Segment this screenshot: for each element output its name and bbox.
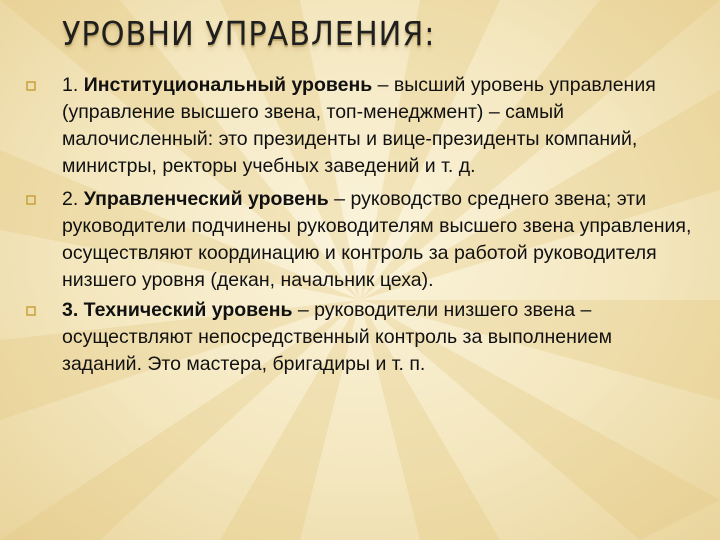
bullet-item	[26, 297, 696, 378]
bullet-lead: 1.	[62, 74, 84, 96]
bullet-text: – руководители низшего звена – осуществляют непосредственный контроль за выполнением заданий. Это мастера, бригадиры и т. п.	[62, 299, 612, 375]
bullet-list	[26, 72, 696, 378]
bullet-term: Институциональный уровень	[83, 74, 373, 96]
bullet-item	[26, 72, 696, 180]
bullet-item	[26, 186, 696, 294]
bullet-term: 3. Технический уровень	[62, 299, 293, 321]
bullet-square-icon	[26, 306, 36, 316]
bullet-square-icon	[26, 195, 36, 205]
bullet-term: Управленческий уровень	[83, 188, 329, 210]
bullet-text: – руководство среднего звена; эти руководители подчинены руководителям высшего звена управления, осуществляют координацию и контроль за работой руководителя низшего уровня (декан, начальник цеха).	[62, 188, 692, 291]
bullet-lead: 2.	[62, 188, 84, 210]
bullet-text: – высший уровень управления (управление высшего звена, топ-менеджмент) – самый малочисленный: это президенты и вице-президенты компаний, министры, ректоры учебных заведений и т. д.	[62, 74, 656, 177]
bullet-square-icon	[26, 81, 36, 91]
slide-title: УРОВНИ УПРАВЛЕНИЯ:	[62, 14, 436, 53]
